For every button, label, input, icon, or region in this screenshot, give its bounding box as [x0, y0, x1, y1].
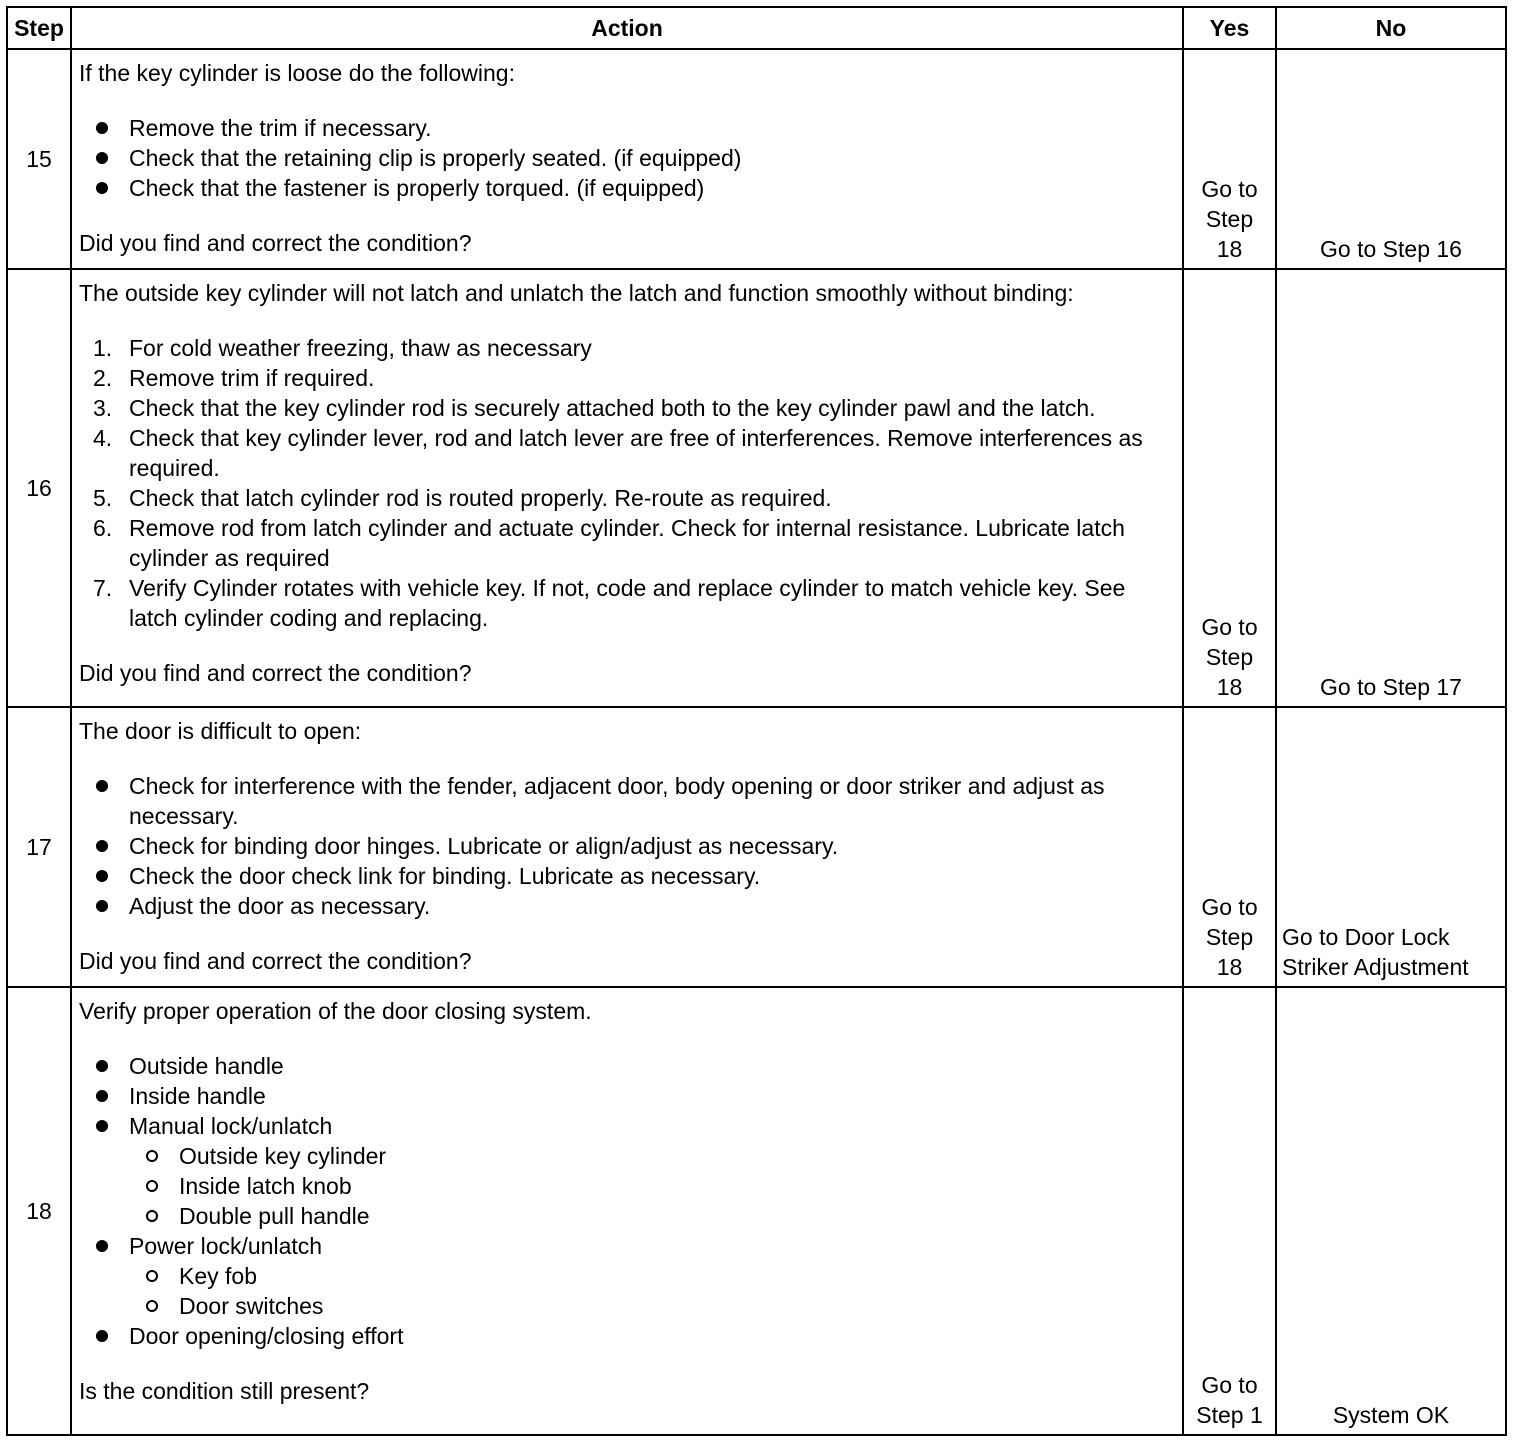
table-row-step-15 — [7, 49, 1506, 269]
bullet-icon — [96, 122, 108, 134]
no-cell: Go to Door Lock Striker Adjustment — [1276, 707, 1506, 987]
sub-list — [79, 1261, 1176, 1321]
list-item: 3. Check that the key cylinder rod is securely attached both to the key cylinder pawl and the latch. — [93, 395, 1096, 421]
yes-cell: Go to Step 18 — [1183, 49, 1276, 269]
bullet-list — [79, 1051, 1176, 1141]
action-question: Did you find and correct the condition? — [79, 948, 472, 974]
action-cell — [71, 987, 1183, 1435]
list-item: Check the door check link for binding. Lubricate as necessary. — [79, 861, 1176, 891]
header-row — [7, 7, 1506, 49]
bullet-icon — [96, 152, 108, 164]
list-item: 4. Check that key cylinder lever, rod and latch lever are free of interferences. Remove interferences as required. — [93, 425, 1143, 481]
yes-cell: Go to Step 18 — [1183, 707, 1276, 987]
action-question: Did you find and correct the condition? — [79, 660, 472, 686]
list-item: 6. Remove rod from latch cylinder and actuate cylinder. Check for internal resistance. Lubricate latch cylinder as required — [93, 515, 1125, 571]
bullet-icon — [96, 1060, 108, 1072]
action-intro: Verify proper operation of the door closing system. — [79, 998, 592, 1024]
table-row-step-17 — [7, 707, 1506, 987]
list-item: Inside handle — [79, 1081, 1176, 1111]
action-question: Is the condition still present? — [79, 1378, 370, 1404]
list-item: 2. Remove trim if required. — [93, 365, 375, 391]
bullet-icon — [96, 900, 108, 912]
header-yes: Yes — [1183, 7, 1276, 49]
list-item: Check for binding door hinges. Lubricate or align/adjust as necessary. — [79, 831, 1176, 861]
action-intro: The outside key cylinder will not latch and unlatch the latch and function smoothly without binding: — [79, 280, 1074, 306]
bullet-icon — [96, 780, 108, 792]
action-question: Did you find and correct the condition? — [79, 230, 472, 256]
bullet-icon — [96, 1120, 108, 1132]
bullet-icon — [96, 1330, 108, 1342]
bullet-icon — [96, 1090, 108, 1102]
list-item: 5. Check that latch cylinder rod is routed properly. Re-route as required. — [93, 485, 832, 511]
sub-list — [79, 1141, 1176, 1231]
list-item: 1. For cold weather freezing, thaw as necessary — [93, 335, 592, 361]
sub-list-item: Door switches — [79, 1291, 1176, 1321]
step-number: 17 — [7, 707, 71, 987]
no-cell: System OK — [1276, 987, 1506, 1435]
list-item: Adjust the door as necessary. — [79, 891, 1176, 921]
sub-list-item: Outside key cylinder — [79, 1141, 1176, 1171]
action-cell — [71, 49, 1183, 269]
header-action: Action — [71, 7, 1183, 49]
action-intro: If the key cylinder is loose do the following: — [79, 60, 515, 86]
bullet-icon — [96, 182, 108, 194]
circle-bullet-icon — [146, 1150, 158, 1162]
sub-list-item: Inside latch knob — [79, 1171, 1176, 1201]
list-item: Remove the trim if necessary. — [79, 113, 1176, 143]
bullet-list — [79, 1321, 1176, 1351]
numbered-list — [79, 333, 1176, 633]
circle-bullet-icon — [146, 1210, 158, 1222]
bullet-list — [79, 113, 1176, 203]
table-row-step-18 — [7, 987, 1506, 1435]
bullet-icon — [96, 870, 108, 882]
list-item: Manual lock/unlatch — [79, 1111, 1176, 1141]
sub-list-item: Double pull handle — [79, 1201, 1176, 1231]
bullet-icon — [96, 840, 108, 852]
step-number: 16 — [7, 269, 71, 707]
action-cell — [71, 707, 1183, 987]
action-cell — [71, 269, 1183, 707]
circle-bullet-icon — [146, 1270, 158, 1282]
step-number: 15 — [7, 49, 71, 269]
yes-cell: Go to Step 1 — [1183, 987, 1276, 1435]
header-step: Step — [7, 7, 71, 49]
list-item: Check for interference with the fender, adjacent door, body opening or door striker and adjust as necessary. — [79, 771, 1176, 831]
list-item: Power lock/unlatch — [79, 1231, 1176, 1261]
step-number: 18 — [7, 987, 71, 1435]
table-row-step-16 — [7, 269, 1506, 707]
circle-bullet-icon — [146, 1180, 158, 1192]
diagnostic-table — [6, 6, 1507, 1436]
bullet-icon — [96, 1240, 108, 1252]
list-item: Check that the fastener is properly torqued. (if equipped) — [79, 173, 1176, 203]
bullet-list — [79, 1231, 1176, 1261]
list-item: Outside handle — [79, 1051, 1176, 1081]
bullet-list — [79, 771, 1176, 921]
sub-list-item: Key fob — [79, 1261, 1176, 1291]
list-item: Check that the retaining clip is properly seated. (if equipped) — [79, 143, 1176, 173]
circle-bullet-icon — [146, 1300, 158, 1312]
no-cell: Go to Step 16 — [1276, 49, 1506, 269]
list-item: 7. Verify Cylinder rotates with vehicle key. If not, code and replace cylinder to match vehicle key. See latch cylinder coding and replacing. — [93, 575, 1126, 631]
list-item: Door opening/closing effort — [79, 1321, 1176, 1351]
no-cell: Go to Step 17 — [1276, 269, 1506, 707]
action-intro: The door is difficult to open: — [79, 718, 362, 744]
yes-cell: Go to Step 18 — [1183, 269, 1276, 707]
header-no: No — [1276, 7, 1506, 49]
